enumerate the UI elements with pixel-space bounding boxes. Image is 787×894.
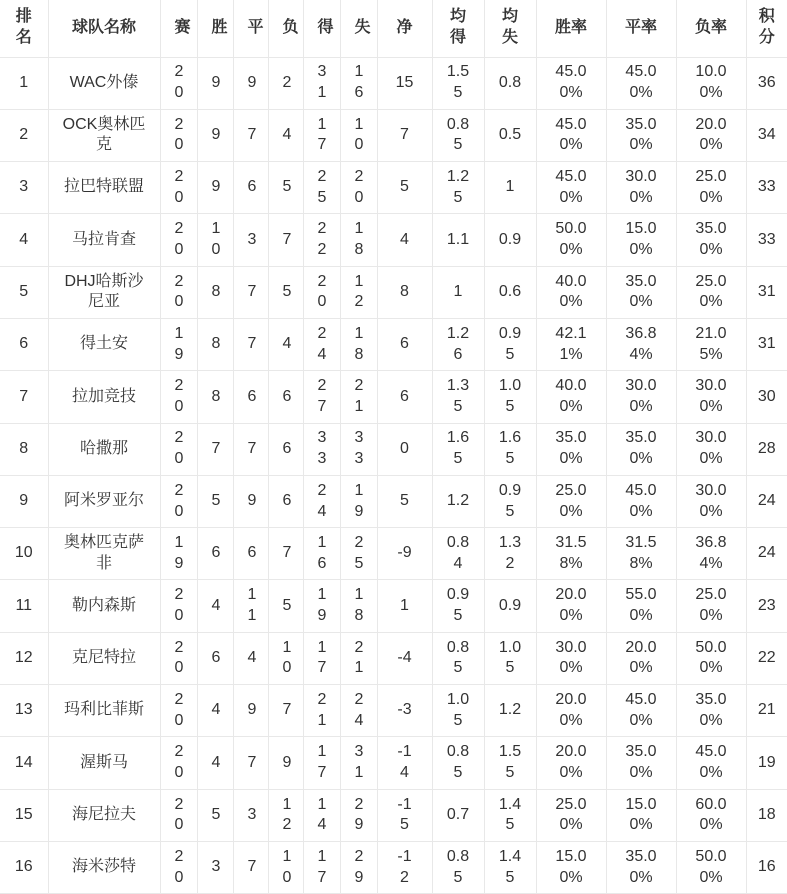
cell-loss-rate: 10.00%	[676, 57, 746, 109]
cell-rank: 12	[0, 632, 48, 684]
cell-goals-against: 29	[340, 789, 377, 841]
cell-goals-against: 19	[340, 475, 377, 527]
cell-goals-against: 18	[340, 580, 377, 632]
cell-goals-against: 10	[340, 109, 377, 161]
cell-drawn: 7	[233, 737, 268, 789]
cell-rank: 13	[0, 685, 48, 737]
cell-drawn: 11	[233, 580, 268, 632]
cell-played: 20	[160, 789, 197, 841]
cell-draw-rate: 35.00%	[606, 841, 676, 893]
cell-avg-goals-for: 0.85	[432, 841, 484, 893]
cell-avg-goals-against: 0.5	[484, 109, 536, 161]
cell-played: 20	[160, 371, 197, 423]
cell-draw-rate: 31.58%	[606, 528, 676, 580]
cell-lost: 10	[268, 841, 303, 893]
cell-team-name: 得土安	[48, 318, 160, 370]
cell-goals-against: 21	[340, 371, 377, 423]
cell-drawn: 7	[233, 109, 268, 161]
cell-points: 33	[746, 214, 787, 266]
cell-avg-goals-against: 0.8	[484, 57, 536, 109]
header-cell-draw-rate: 平率	[606, 0, 676, 57]
cell-points: 18	[746, 789, 787, 841]
cell-drawn: 7	[233, 423, 268, 475]
header-cell-loss-rate: 负率	[676, 0, 746, 57]
header-cell-goals-against: 失	[340, 0, 377, 57]
cell-avg-goals-for: 1.65	[432, 423, 484, 475]
cell-goals-against: 33	[340, 423, 377, 475]
cell-rank: 11	[0, 580, 48, 632]
table-row	[0, 789, 787, 841]
cell-loss-rate: 60.00%	[676, 789, 746, 841]
cell-goal-diff: -12	[377, 841, 432, 893]
cell-avg-goals-against: 0.95	[484, 318, 536, 370]
cell-won: 9	[197, 109, 233, 161]
cell-win-rate: 50.00%	[536, 214, 606, 266]
cell-lost: 6	[268, 423, 303, 475]
cell-team-name: 克尼特拉	[48, 632, 160, 684]
cell-played: 20	[160, 737, 197, 789]
cell-draw-rate: 55.00%	[606, 580, 676, 632]
cell-drawn: 3	[233, 214, 268, 266]
cell-goals-against: 12	[340, 266, 377, 318]
cell-won: 7	[197, 423, 233, 475]
cell-rank: 7	[0, 371, 48, 423]
cell-points: 31	[746, 318, 787, 370]
cell-avg-goals-against: 0.9	[484, 580, 536, 632]
cell-lost: 6	[268, 475, 303, 527]
cell-goals-for: 19	[303, 580, 340, 632]
cell-lost: 7	[268, 685, 303, 737]
cell-goals-for: 27	[303, 371, 340, 423]
cell-win-rate: 25.00%	[536, 475, 606, 527]
cell-draw-rate: 35.00%	[606, 266, 676, 318]
cell-draw-rate: 20.00%	[606, 632, 676, 684]
cell-drawn: 6	[233, 528, 268, 580]
cell-goal-diff: -9	[377, 528, 432, 580]
cell-team-name: 奥林匹克萨非	[48, 528, 160, 580]
cell-lost: 2	[268, 57, 303, 109]
cell-goals-against: 18	[340, 318, 377, 370]
table-row	[0, 580, 787, 632]
cell-avg-goals-against: 1.45	[484, 789, 536, 841]
cell-loss-rate: 30.00%	[676, 423, 746, 475]
cell-draw-rate: 45.00%	[606, 57, 676, 109]
cell-avg-goals-for: 0.95	[432, 580, 484, 632]
cell-played: 20	[160, 214, 197, 266]
cell-points: 22	[746, 632, 787, 684]
cell-drawn: 9	[233, 685, 268, 737]
cell-points: 19	[746, 737, 787, 789]
header-cell-rank: 排名	[0, 0, 48, 57]
table-row	[0, 475, 787, 527]
cell-goals-against: 25	[340, 528, 377, 580]
cell-draw-rate: 15.00%	[606, 789, 676, 841]
cell-points: 31	[746, 266, 787, 318]
cell-goal-diff: 4	[377, 214, 432, 266]
cell-goal-diff: 6	[377, 371, 432, 423]
cell-goals-for: 24	[303, 318, 340, 370]
cell-points: 24	[746, 528, 787, 580]
cell-points: 30	[746, 371, 787, 423]
cell-rank: 16	[0, 841, 48, 893]
cell-draw-rate: 45.00%	[606, 685, 676, 737]
cell-played: 20	[160, 841, 197, 893]
cell-points: 33	[746, 162, 787, 214]
cell-goals-for: 14	[303, 789, 340, 841]
cell-goal-diff: 15	[377, 57, 432, 109]
cell-drawn: 7	[233, 841, 268, 893]
cell-avg-goals-for: 0.84	[432, 528, 484, 580]
cell-team-name: 哈撒那	[48, 423, 160, 475]
cell-points: 16	[746, 841, 787, 893]
cell-win-rate: 15.00%	[536, 841, 606, 893]
cell-won: 4	[197, 580, 233, 632]
cell-team-name: 玛利比菲斯	[48, 685, 160, 737]
cell-points: 28	[746, 423, 787, 475]
cell-goals-for: 31	[303, 57, 340, 109]
cell-lost: 7	[268, 214, 303, 266]
cell-loss-rate: 25.00%	[676, 266, 746, 318]
cell-drawn: 7	[233, 266, 268, 318]
cell-win-rate: 20.00%	[536, 685, 606, 737]
cell-team-name: 拉加竞技	[48, 371, 160, 423]
cell-won: 6	[197, 528, 233, 580]
cell-won: 10	[197, 214, 233, 266]
cell-draw-rate: 35.00%	[606, 737, 676, 789]
cell-loss-rate: 50.00%	[676, 841, 746, 893]
cell-won: 5	[197, 475, 233, 527]
cell-avg-goals-against: 1.05	[484, 371, 536, 423]
cell-goals-against: 20	[340, 162, 377, 214]
cell-team-name: 勒内森斯	[48, 580, 160, 632]
cell-draw-rate: 15.00%	[606, 214, 676, 266]
cell-team-name: 渥斯马	[48, 737, 160, 789]
cell-goals-for: 33	[303, 423, 340, 475]
header-cell-drawn: 平	[233, 0, 268, 57]
cell-lost: 4	[268, 318, 303, 370]
cell-points: 23	[746, 580, 787, 632]
cell-points: 21	[746, 685, 787, 737]
cell-points: 36	[746, 57, 787, 109]
table-row	[0, 318, 787, 370]
table-row	[0, 685, 787, 737]
cell-win-rate: 40.00%	[536, 371, 606, 423]
cell-team-name: 海米莎特	[48, 841, 160, 893]
cell-draw-rate: 30.00%	[606, 162, 676, 214]
header-cell-avg-goals-against: 均失	[484, 0, 536, 57]
cell-avg-goals-for: 1.1	[432, 214, 484, 266]
cell-avg-goals-against: 0.6	[484, 266, 536, 318]
cell-drawn: 9	[233, 57, 268, 109]
cell-avg-goals-against: 0.95	[484, 475, 536, 527]
cell-win-rate: 30.00%	[536, 632, 606, 684]
cell-points: 24	[746, 475, 787, 527]
header-cell-won: 胜	[197, 0, 233, 57]
cell-played: 20	[160, 266, 197, 318]
cell-team-name: 海尼拉夫	[48, 789, 160, 841]
cell-drawn: 3	[233, 789, 268, 841]
cell-goal-diff: 7	[377, 109, 432, 161]
cell-won: 3	[197, 841, 233, 893]
cell-goals-against: 31	[340, 737, 377, 789]
cell-avg-goals-for: 1.25	[432, 162, 484, 214]
cell-loss-rate: 30.00%	[676, 475, 746, 527]
cell-team-name: 马拉肯查	[48, 214, 160, 266]
cell-lost: 9	[268, 737, 303, 789]
cell-win-rate: 25.00%	[536, 789, 606, 841]
cell-avg-goals-for: 0.85	[432, 109, 484, 161]
cell-avg-goals-for: 1.2	[432, 475, 484, 527]
cell-goals-for: 17	[303, 632, 340, 684]
cell-rank: 15	[0, 789, 48, 841]
cell-avg-goals-for: 1.26	[432, 318, 484, 370]
cell-avg-goals-against: 1.05	[484, 632, 536, 684]
cell-goal-diff: 8	[377, 266, 432, 318]
cell-loss-rate: 35.00%	[676, 685, 746, 737]
header-cell-win-rate: 胜率	[536, 0, 606, 57]
cell-loss-rate: 25.00%	[676, 162, 746, 214]
cell-rank: 10	[0, 528, 48, 580]
table-row	[0, 371, 787, 423]
cell-goal-diff: -4	[377, 632, 432, 684]
cell-win-rate: 45.00%	[536, 162, 606, 214]
cell-played: 20	[160, 580, 197, 632]
cell-goal-diff: 5	[377, 162, 432, 214]
cell-avg-goals-for: 1.05	[432, 685, 484, 737]
cell-loss-rate: 35.00%	[676, 214, 746, 266]
standings-body	[0, 57, 787, 894]
cell-lost: 5	[268, 266, 303, 318]
cell-avg-goals-for: 0.85	[432, 632, 484, 684]
cell-won: 9	[197, 57, 233, 109]
cell-avg-goals-for: 1.55	[432, 57, 484, 109]
cell-avg-goals-for: 0.85	[432, 737, 484, 789]
cell-goal-diff: -15	[377, 789, 432, 841]
cell-goals-against: 21	[340, 632, 377, 684]
cell-won: 9	[197, 162, 233, 214]
cell-played: 20	[160, 109, 197, 161]
cell-goals-for: 17	[303, 841, 340, 893]
cell-goals-for: 25	[303, 162, 340, 214]
cell-played: 19	[160, 318, 197, 370]
standings-header-row	[0, 0, 787, 57]
cell-goal-diff: 6	[377, 318, 432, 370]
cell-loss-rate: 20.00%	[676, 109, 746, 161]
header-cell-avg-goals-for: 均得	[432, 0, 484, 57]
cell-rank: 1	[0, 57, 48, 109]
cell-loss-rate: 50.00%	[676, 632, 746, 684]
cell-avg-goals-against: 1.32	[484, 528, 536, 580]
cell-drawn: 6	[233, 371, 268, 423]
cell-won: 8	[197, 371, 233, 423]
cell-team-name: WAC外傣	[48, 57, 160, 109]
header-cell-goals-for: 得	[303, 0, 340, 57]
cell-drawn: 7	[233, 318, 268, 370]
cell-rank: 8	[0, 423, 48, 475]
cell-team-name: 阿米罗亚尔	[48, 475, 160, 527]
cell-rank: 2	[0, 109, 48, 161]
cell-team-name: OCK奥林匹克	[48, 109, 160, 161]
cell-lost: 6	[268, 371, 303, 423]
cell-won: 8	[197, 266, 233, 318]
cell-draw-rate: 35.00%	[606, 423, 676, 475]
cell-played: 20	[160, 632, 197, 684]
table-row	[0, 266, 787, 318]
cell-goal-diff: -3	[377, 685, 432, 737]
cell-loss-rate: 45.00%	[676, 737, 746, 789]
cell-lost: 10	[268, 632, 303, 684]
cell-goal-diff: -14	[377, 737, 432, 789]
cell-goal-diff: 5	[377, 475, 432, 527]
cell-points: 34	[746, 109, 787, 161]
cell-win-rate: 31.58%	[536, 528, 606, 580]
cell-rank: 9	[0, 475, 48, 527]
cell-won: 4	[197, 685, 233, 737]
cell-goals-for: 20	[303, 266, 340, 318]
table-row	[0, 214, 787, 266]
cell-loss-rate: 25.00%	[676, 580, 746, 632]
cell-avg-goals-for: 1	[432, 266, 484, 318]
cell-avg-goals-against: 1.45	[484, 841, 536, 893]
cell-goals-for: 21	[303, 685, 340, 737]
cell-lost: 4	[268, 109, 303, 161]
cell-rank: 6	[0, 318, 48, 370]
cell-team-name: 拉巴特联盟	[48, 162, 160, 214]
cell-goals-for: 24	[303, 475, 340, 527]
cell-goals-for: 16	[303, 528, 340, 580]
table-row	[0, 162, 787, 214]
cell-avg-goals-against: 1	[484, 162, 536, 214]
cell-lost: 7	[268, 528, 303, 580]
cell-goals-for: 17	[303, 737, 340, 789]
cell-win-rate: 42.11%	[536, 318, 606, 370]
cell-avg-goals-for: 1.35	[432, 371, 484, 423]
cell-draw-rate: 35.00%	[606, 109, 676, 161]
cell-lost: 5	[268, 162, 303, 214]
cell-win-rate: 35.00%	[536, 423, 606, 475]
cell-drawn: 6	[233, 162, 268, 214]
cell-lost: 5	[268, 580, 303, 632]
cell-win-rate: 20.00%	[536, 737, 606, 789]
cell-goals-for: 22	[303, 214, 340, 266]
cell-rank: 4	[0, 214, 48, 266]
cell-rank: 14	[0, 737, 48, 789]
cell-goals-against: 24	[340, 685, 377, 737]
table-row	[0, 57, 787, 109]
cell-rank: 3	[0, 162, 48, 214]
cell-goals-against: 29	[340, 841, 377, 893]
cell-loss-rate: 30.00%	[676, 371, 746, 423]
cell-loss-rate: 36.84%	[676, 528, 746, 580]
header-cell-lost: 负	[268, 0, 303, 57]
table-row	[0, 632, 787, 684]
cell-played: 20	[160, 57, 197, 109]
header-cell-points: 积分	[746, 0, 787, 57]
cell-win-rate: 45.00%	[536, 57, 606, 109]
cell-avg-goals-against: 1.2	[484, 685, 536, 737]
cell-goals-against: 16	[340, 57, 377, 109]
cell-played: 20	[160, 685, 197, 737]
cell-loss-rate: 21.05%	[676, 318, 746, 370]
cell-played: 20	[160, 162, 197, 214]
cell-lost: 12	[268, 789, 303, 841]
cell-rank: 5	[0, 266, 48, 318]
cell-won: 4	[197, 737, 233, 789]
table-row	[0, 423, 787, 475]
cell-played: 20	[160, 423, 197, 475]
cell-goal-diff: 1	[377, 580, 432, 632]
cell-drawn: 4	[233, 632, 268, 684]
cell-goals-against: 18	[340, 214, 377, 266]
cell-avg-goals-against: 0.9	[484, 214, 536, 266]
cell-team-name: DHJ哈斯沙尼亚	[48, 266, 160, 318]
table-row	[0, 737, 787, 789]
header-cell-team-name: 球队名称	[48, 0, 160, 57]
table-row	[0, 841, 787, 893]
cell-goal-diff: 0	[377, 423, 432, 475]
cell-drawn: 9	[233, 475, 268, 527]
cell-draw-rate: 30.00%	[606, 371, 676, 423]
cell-win-rate: 40.00%	[536, 266, 606, 318]
cell-win-rate: 45.00%	[536, 109, 606, 161]
cell-played: 20	[160, 475, 197, 527]
header-cell-played: 赛	[160, 0, 197, 57]
cell-win-rate: 20.00%	[536, 580, 606, 632]
cell-draw-rate: 45.00%	[606, 475, 676, 527]
table-row	[0, 528, 787, 580]
cell-won: 6	[197, 632, 233, 684]
table-row	[0, 109, 787, 161]
header-cell-goal-diff: 净	[377, 0, 432, 57]
cell-won: 8	[197, 318, 233, 370]
cell-goals-for: 17	[303, 109, 340, 161]
cell-played: 19	[160, 528, 197, 580]
cell-draw-rate: 36.84%	[606, 318, 676, 370]
cell-avg-goals-against: 1.55	[484, 737, 536, 789]
cell-won: 5	[197, 789, 233, 841]
cell-avg-goals-against: 1.65	[484, 423, 536, 475]
cell-avg-goals-for: 0.7	[432, 789, 484, 841]
